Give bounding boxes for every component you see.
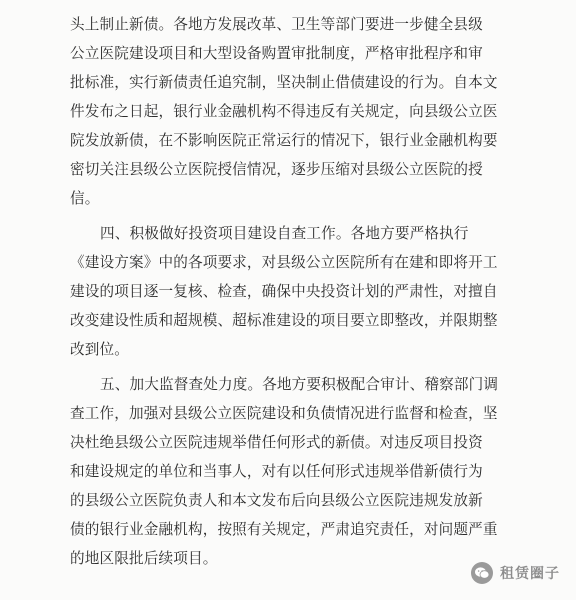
text-line: 查工作，加强对县级公立医院建设和负债情况进行监督和检查，坚	[70, 405, 498, 422]
text-line: 决杜绝县级公立医院违规举借任何形式的新债。对违反项目投资	[70, 434, 483, 451]
text-line: 密切关注县级公立医院授信情况，逐步压缩对县级公立医院的授	[70, 161, 483, 178]
text-line: 院发放新债，在不影响医院正常运行的情况下，银行业金融机构要	[70, 132, 498, 149]
text-line: 改到位。	[70, 341, 129, 358]
text-line: 改变建设性质和超规模、超标准建设的项目要立即整改，并限期整	[70, 312, 498, 329]
text-line: 信。	[70, 190, 100, 207]
paragraph-3	[70, 370, 510, 573]
paragraph-2	[70, 219, 510, 364]
document-body	[70, 10, 510, 573]
watermark	[471, 562, 560, 584]
watermark-text: 租赁圈子	[500, 566, 560, 582]
text-line: 公立医院建设项目和大型设备购置审批制度，严格审批程序和审	[70, 45, 483, 62]
text-line: 件发布之日起，银行业金融机构不得违反有关规定，向县级公立医	[70, 103, 498, 120]
text-line: 债的银行业金融机构，按照有关规定，严肃追究责任，对问题严重	[70, 521, 498, 538]
paragraph-1	[70, 10, 510, 213]
text-line: 《建设方案》中的各项要求，对县级公立医院所有在建和即将开工	[70, 254, 498, 271]
wechat-icon	[471, 562, 493, 584]
text-line: 头上制止新债。各地方发展改革、卫生等部门要进一步健全县级	[70, 16, 483, 33]
text-line: 批标准，实行新债责任追究制，坚决制止借债建设的行为。自本文	[70, 74, 498, 91]
text-line: 的县级公立医院负责人和本文发布后向县级公立医院违规发放新	[70, 492, 483, 509]
text-line: 四、积极做好投资项目建设自查工作。各地方要严格执行	[100, 225, 469, 242]
text-line: 和建设规定的单位和当事人，对有以任何形式违规举借新债行为	[70, 463, 483, 480]
text-line: 建设的项目逐一复核、检查，确保中央投资计划的严肃性，对擅自	[70, 283, 498, 300]
text-line: 五、加大监督查处力度。各地方要积极配合审计、稽察部门调	[100, 376, 499, 393]
text-line: 的地区限批后续项目。	[70, 550, 218, 567]
